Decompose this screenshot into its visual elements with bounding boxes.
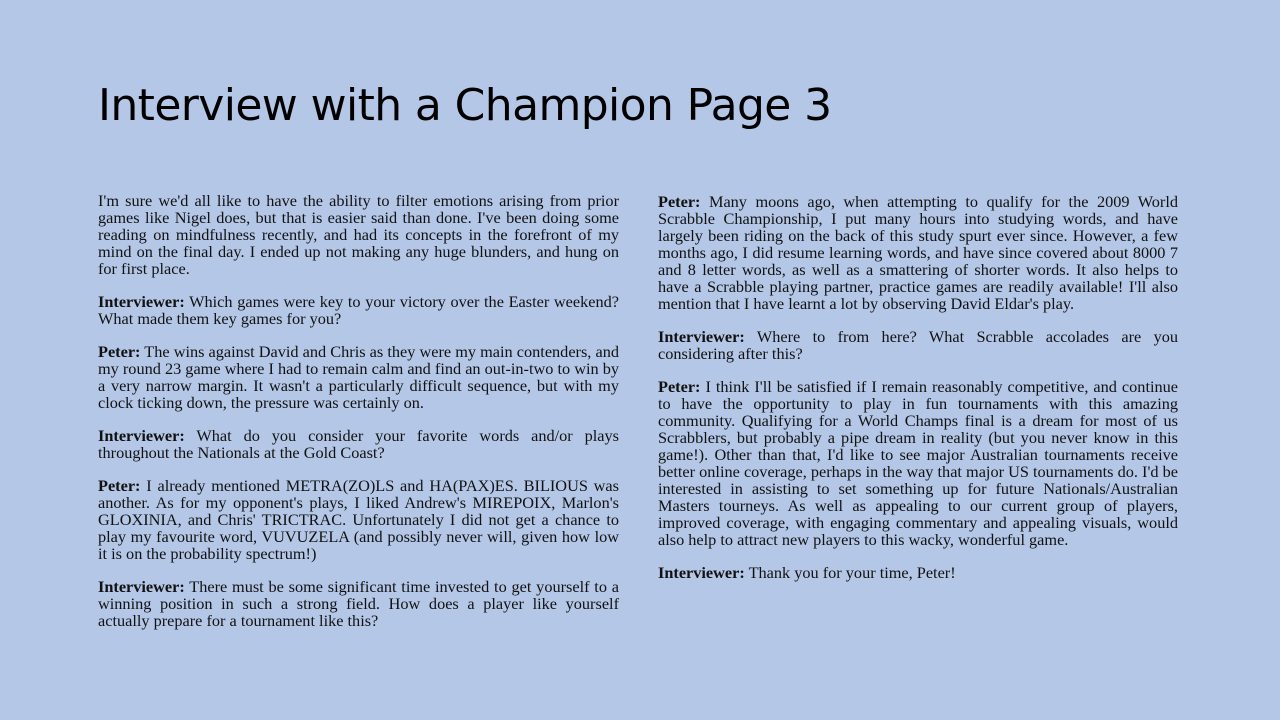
page-title: Interview with a Champion Page 3 — [98, 80, 832, 131]
paragraph-text: I think I'll be satisfied if I remain reasonably competitive, and continue to have the opportunity to play in fun tournaments with this amazing community. Qualifying for a World Champs final is a dream for most of us Scrabblers, but probably a pipe dream in reality (but you never know in this game!). Other than that, I'd like to see major Australian tournaments receive better online coverage, perhaps in the way that major US tournaments do. I'd be interested in assisting to set something up for future Nationals/Australian Masters tourneys. As well as appealing to our current group of players, improved coverage, with engaging commentary and appealing visuals, would also help to attract new players to this wacky, wonderful game. — [658, 377, 1178, 549]
paragraph-text: Where to from here? What Scrabble accolades are you considering after this? — [658, 327, 1178, 363]
paragraph-text: I'm sure we'd all like to have the ability to filter emotions arising from prior games like Nigel does, but that is easier said than done. I've been doing some reading on mindfulness recently, and had its concepts in the forefront of my mind on the final day. I ended up not making any huge blunders, and hung on for first place. — [98, 191, 619, 278]
paragraph-text: Many moons ago, when attempting to qualify for the 2009 World Scrabble Championship, I put many hours into studying words, and have largely been riding on the back of this study spurt ever since. However, a few months ago, I did resume learning words, and have since covered about 8000 7 and 8 letter words, as well as a smattering of shorter words. It also helps to have a Scrabble playing partner, practice games are readily available! I'll also mention that I have learnt a lot by observing David Eldar's play. — [658, 192, 1178, 313]
paragraph-peter-future — [658, 378, 1178, 548]
paragraph-text: Thank you for your time, Peter! — [744, 563, 956, 582]
speaker-label: Interviewer: — [98, 292, 185, 311]
speaker-label: Peter: — [98, 342, 141, 361]
paragraph-text: The wins against David and Chris as they were my main contenders, and my round 23 game where I had to remain calm and find an out-in-two to win by a very narrow margin. It wasn't a particularly difficult sequence, but with my clock ticking down, the pressure was certainly on. — [98, 342, 619, 412]
paragraph-text: What do you consider your favorite words and/or plays throughout the Nationals at the Gold Coast? — [98, 426, 619, 462]
paragraph-interviewer-key-games — [98, 293, 619, 327]
paragraph-interviewer-thanks — [658, 564, 1178, 581]
paragraph-peter-favorite-words — [98, 477, 619, 562]
paragraph-text: I already mentioned METRA(ZO)LS and HA(PAX)ES. BILIOUS was another. As for my opponent's plays, I liked Andrew's MIREPOIX, Marlon's GLOXINIA, and Chris' TRICTRAC. Unfortunately I did not get a chance to play my favourite word, VUVUZELA (and possibly never will, given how low it is on the probability spectrum!) — [98, 476, 619, 563]
paragraph-peter-key-games — [98, 343, 619, 411]
paragraph-intro — [98, 192, 619, 277]
speaker-label: Interviewer: — [658, 563, 745, 582]
right-column — [658, 193, 1178, 597]
paragraph-peter-preparation — [658, 193, 1178, 312]
speaker-label: Interviewer: — [98, 426, 185, 445]
speaker-label: Peter: — [658, 192, 701, 211]
speaker-label: Interviewer: — [98, 577, 185, 596]
speaker-label: Interviewer: — [658, 327, 745, 346]
speaker-label: Peter: — [98, 476, 141, 495]
paragraph-text: Which games were key to your victory over the Easter weekend? What made them key games for you? — [98, 292, 619, 328]
paragraph-text: There must be some significant time invested to get yourself to a winning position in such a strong field. How does a player like yourself actually prepare for a tournament like this? — [98, 577, 619, 630]
paragraph-interviewer-preparation — [98, 578, 619, 629]
left-column — [98, 192, 619, 645]
paragraph-interviewer-favorite-words — [98, 427, 619, 461]
speaker-label: Peter: — [658, 377, 701, 396]
paragraph-interviewer-future — [658, 328, 1178, 362]
